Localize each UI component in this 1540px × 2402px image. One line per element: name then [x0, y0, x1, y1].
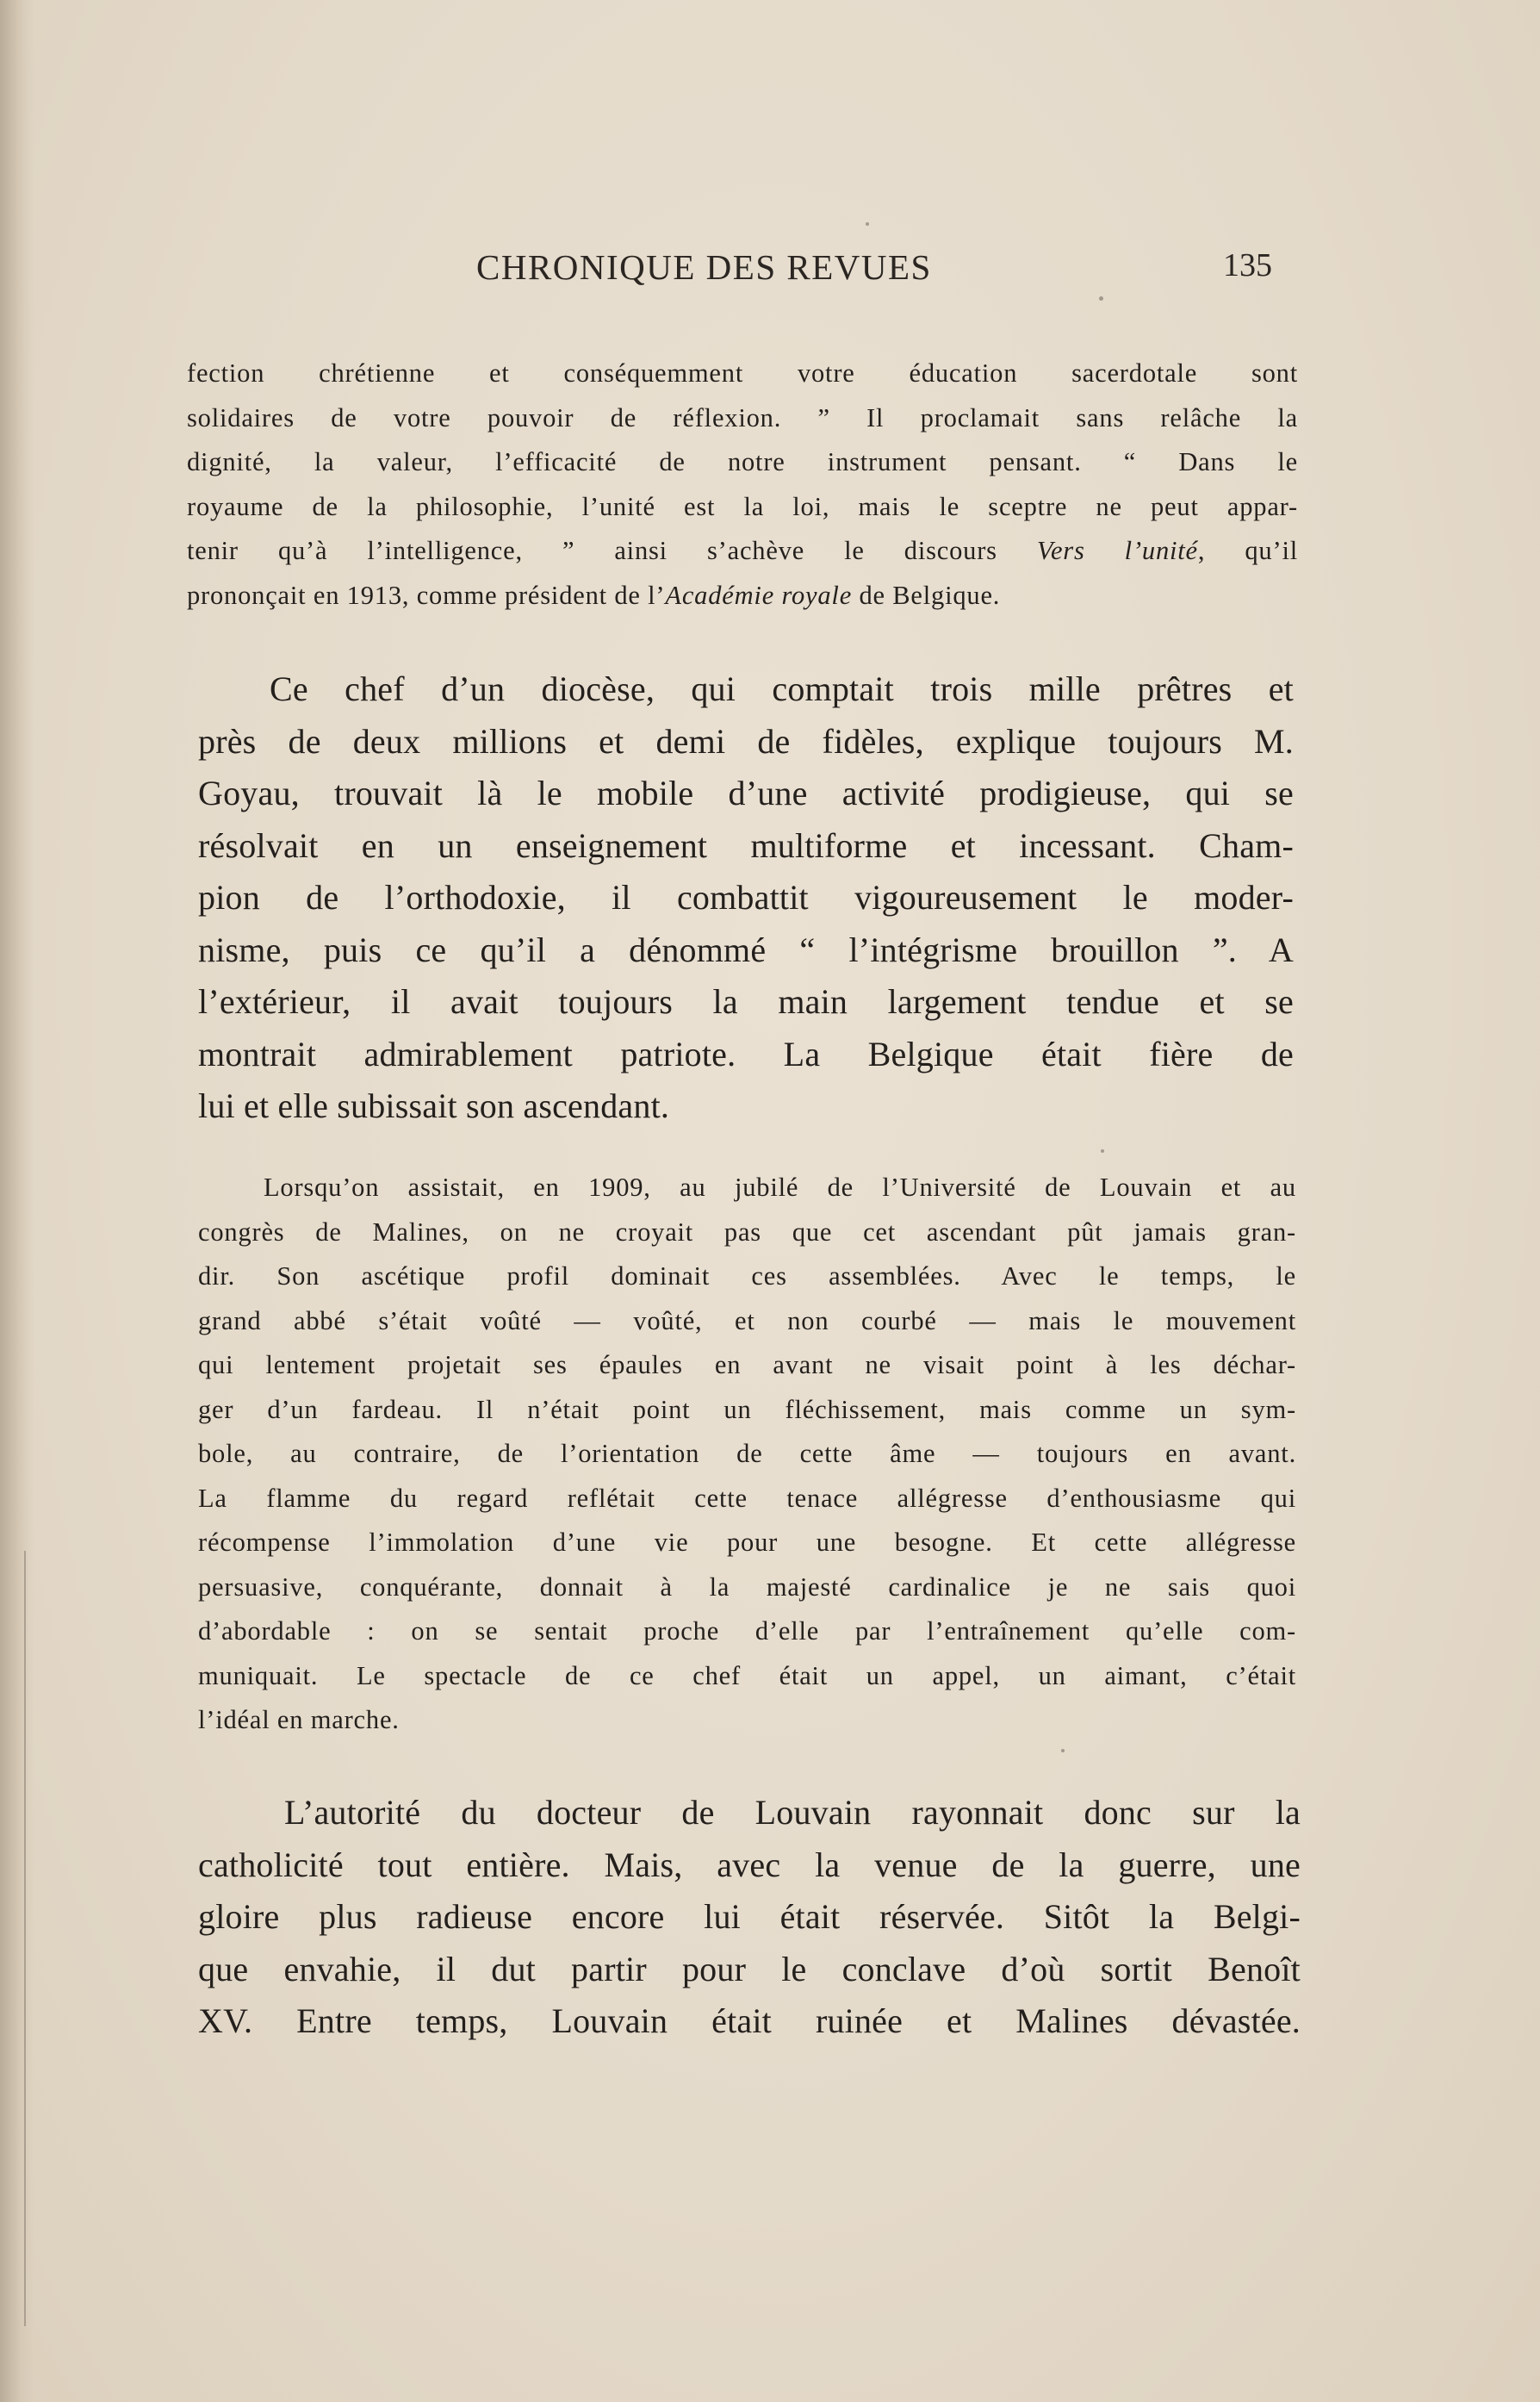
- text-line: dir. Son ascétique profil dominait ces assemblées. Avec le temps, le: [198, 1261, 1296, 1291]
- page-gutter-crease: [24, 1551, 26, 2326]
- text-line: grand abbé s’était voûté — voûté, et non courbé — mais le mouvement: [198, 1305, 1296, 1335]
- text-line: l’idéal en marche.: [198, 1705, 400, 1734]
- text-line: persuasive, conquérante, donnait à la majesté cardinalice je ne sais quoi: [198, 1571, 1296, 1602]
- text-line: Ce chef d’un diocèse, qui comptait trois mille prêtres et: [270, 669, 1294, 708]
- paper-speck: [866, 222, 869, 226]
- paragraph-diocese: [198, 663, 1294, 1133]
- italic-title: Vers l’unité: [1036, 536, 1198, 565]
- text-line: muniquait. Le spectacle de ce chef était un appel, un aimant, c’était: [198, 1660, 1296, 1690]
- page-number: 135: [1223, 247, 1272, 283]
- text-line: congrès de Malines, on ne croyait pas que cet ascendant pût jamais gran-: [198, 1217, 1296, 1247]
- text-line: solidaires de votre pouvoir de réflexion. ” Il proclamait sans relâche la: [187, 402, 1298, 432]
- text-line: gloire plus radieuse encore lui était réservée. Sitôt la Belgi-: [198, 1897, 1301, 1936]
- text-line: fection chrétienne et conséquemment votre éducation sacerdotale sont: [187, 358, 1298, 388]
- text-line: Lorsqu’on assistait, en 1909, au jubilé de l’Université de Louvain et au: [264, 1173, 1296, 1202]
- text-line: l’extérieur, il avait toujours la main largement tendue et se: [198, 982, 1294, 1021]
- text-line: XV. Entre temps, Louvain était ruinée et Malines dévastée.: [198, 2001, 1301, 2040]
- paragraph-authority: [198, 1787, 1301, 2048]
- text-line: Goyau, trouvait là le mobile d’une activité prodigieuse, qui se: [198, 774, 1294, 812]
- paragraph-continuation: [187, 352, 1298, 618]
- text-line: d’abordable : on se sentait proche d’elle par l’entraînement qu’elle com-: [198, 1616, 1296, 1646]
- paper-speck: [1101, 1149, 1104, 1153]
- page-gutter-shadow: [0, 0, 34, 2402]
- text-line: royaume de la philosophie, l’unité est la loi, mais le sceptre ne peut appar-: [187, 491, 1298, 521]
- running-title: CHRONIQUE DES REVUES: [476, 247, 932, 287]
- text-line-with-italic: prononçait en 1913, comme président de l’Académie royale de Belgique.: [187, 580, 1001, 610]
- text-line: catholicité tout entière. Mais, avec la venue de la guerre, une: [198, 1845, 1301, 1884]
- text-line: dignité, la valeur, l’efficacité de notre instrument pensant. “ Dans le: [187, 447, 1298, 476]
- text-line: que envahie, il dut partir pour le conclave d’où sortit Benoît: [198, 1949, 1301, 1988]
- text-line: récompense l’immolation d’une vie pour une besogne. Et cette allégresse: [198, 1528, 1296, 1557]
- text-line: nisme, puis ce qu’il a dénommé “ l’intégrisme brouillon ”. A: [198, 930, 1294, 969]
- text-line: L’autorité du docteur de Louvain rayonnait donc sur la: [284, 1793, 1301, 1832]
- text-line: résolvait en un enseignement multiforme et incessant. Cham-: [198, 825, 1294, 865]
- paragraph-jubilee: [198, 1166, 1296, 1743]
- text-line: ger d’un fardeau. Il n’était point un fléchissement, mais comme un sym-: [198, 1394, 1296, 1424]
- paper-speck: [1061, 1749, 1065, 1752]
- paper-speck: [1099, 296, 1103, 301]
- italic-title: Académie royale: [665, 580, 853, 610]
- text-line: qui lentement projetait ses épaules en avant ne visait point à les déchar-: [198, 1350, 1296, 1379]
- text-line: montrait admirablement patriote. La Belgique était fière de: [198, 1034, 1294, 1073]
- text-line-with-italic: tenir qu’à l’intelligence, ” ainsi s’achève le discours Vers l’unité, qu’il: [187, 536, 1298, 565]
- text-line: pion de l’orthodoxie, il combattit vigoureusement le moder-: [198, 878, 1294, 917]
- text-line: La flamme du regard reflétait cette tenace allégresse d’enthousiasme qui: [198, 1483, 1296, 1513]
- running-header: [0, 246, 1540, 298]
- text-line: lui et elle subissait son ascendant.: [198, 1086, 670, 1125]
- text-line: près de deux millions et demi de fidèles, explique toujours M.: [198, 721, 1294, 761]
- text-line: bole, au contraire, de l’orientation de cette âme — toujours en avant.: [198, 1439, 1296, 1468]
